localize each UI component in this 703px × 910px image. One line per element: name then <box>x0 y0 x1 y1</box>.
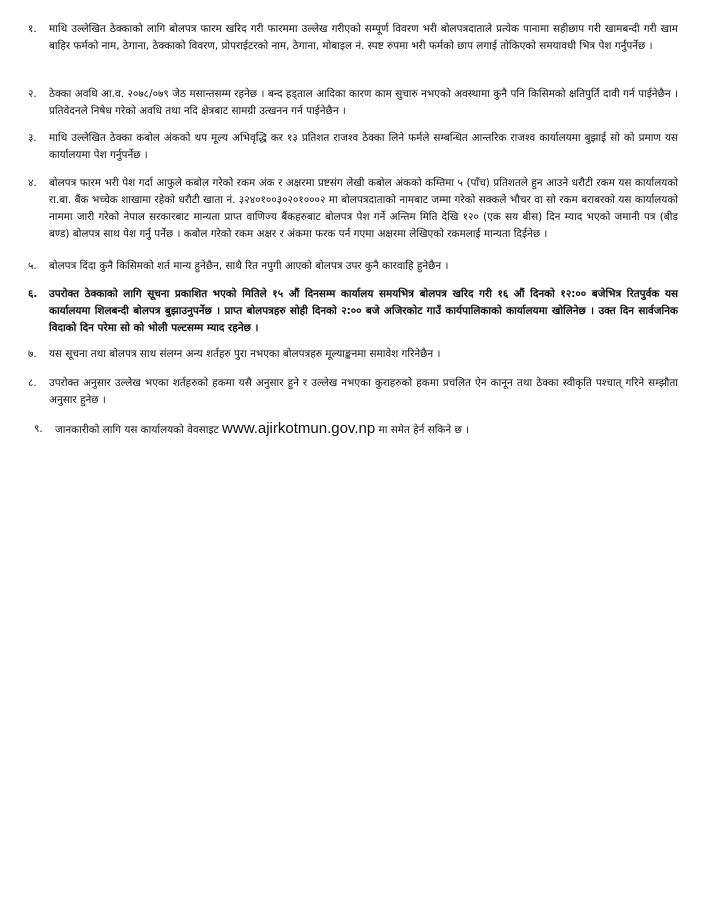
clause-number: ९. <box>34 423 43 435</box>
clause-number: ३. <box>28 132 37 144</box>
clause-number: ८. <box>28 377 37 389</box>
clause-9-website <box>34 419 674 440</box>
clause-text: बोलपत्र फारम भरी पेश गर्दा आफुले कबोल गरेको रकम अंक र अक्षरमा प्रष्टसंग लेखी कबोल अंकको कम्तिमा ५ (पाँच) प्रतिशतले हुन आउने धरौटी रकम यस कार्यालयको रा.बा. बैंक भच्चेक शाखामा रहेको धरौटी खाता नं. ३२४०१००३०२०१०००२ मा बोलपत्रदाताको नामबाट जम्मा गरेको सक्कले भौचर वा सो रकम बराबरको यस कार्यालयको नाममा जारी गरेको नेपाल सरकारबाट मान्यता प्राप्त वाणिज्य बैंकहरुबाट बोलपत्र पेश गर्ने अन्तिम मिति देखि १२० (एक सय बीस) दिन म्याद भएको जमानी पत्र (बीड बण्ड) बोलपत्र साथ पेश गर्नु पर्नेछ । कबोल गरेको रकम अक्षर र अंकमा फरक पर्न गएमा अक्षरमा लेखिएको रकमलाई मान्यता दिईनेछ । <box>49 177 678 240</box>
clause-number: २. <box>28 88 37 100</box>
clause-text: माथि उल्लेखित ठेक्काको लागि बोलपत्र फारम खरिद गरी फारममा उल्लेख गरीएको सम्पूर्ण विवरण भरी बोलपत्रदाताले प्रत्येक पानामा सहीछाप गरी खामबन्दी गरी खाम बाहिर फर्मको नाम, ठेगाना, ठेक्काको विवरण, प्रोपराईटरको नाम, ठेगाना, मोबाइल नं. स्पष्ट रुपमा भरी फर्मको छाप लगाई तोकिएको समयावधी भित्र पेश गर्नुपर्नेछ । <box>49 23 678 52</box>
clause-text: ठेक्का अवधि आ.व. २०७८/०७९ जेठ मसान्तसम्म रहनेछ । बन्द हड्ताल आदिका कारण काम सुचारु नभएको अवस्थामा कुनै पनि किसिमको क्षतिपुर्ति दावी गर्न पाईनेछैन । प्रतिवेदनले निषेध गरेको अवधि तथा नदि क्षेत्रबाट सामग्री उत्खनन गर्न पाईनेछैन । <box>49 88 678 117</box>
clause-text: उपरोक्त ठेक्काको लागि सूचना प्रकाशित भएको मितिले १५ औं दिनसम्म कार्यालय समयभित्र बोलपत्र खरिद गरी १६ औं दिनको १२:०० बजेभित्र रितपुर्वक यस कार्यालयमा शिलबन्दी बोलपत्र बुझाउनुपर्नेछ । प्राप्त बोलपत्रहरु सोही दिनको २:०० बजे अजिरकोट गाउँ कार्यपालिकाको कार्यालयमा खोलिनेछ । उक्त दिन सार्वजनिक विदाको दिन परेमा सो को भोली पल्टसम्म म्याद रहनेछ । <box>49 288 678 334</box>
clause-text: उपरोक्त अनुसार उल्लेख भएका शर्तहरुको हकमा यसै अनुसार हुने र उल्लेख नभएका कुराहरुको हकमा प्रचलित ऐन कानून तथा ठेक्का स्वीकृति पश्चात् गरिने सम्झौता अनुसार हुनेछ । <box>49 377 678 406</box>
clause-number: ५. <box>28 260 37 272</box>
clause-number: ७. <box>28 348 37 360</box>
clause-4 <box>28 175 678 243</box>
clause-number: ४. <box>28 177 37 189</box>
clause-text: बोलपत्र दिंदा कुनै किसिमको शर्त मान्य हुनेछैन, साथै रित नपुगी आएको बोलपत्र उपर कुनै कारवाहि हुनेछैन । <box>49 260 449 272</box>
website-intro-text: जानकारीको लागि यस कार्यालयको वेवसाइट <box>55 424 219 436</box>
clause-number: १. <box>28 23 37 35</box>
clause-1 <box>28 21 678 55</box>
website-url-link[interactable]: www.ajirkotmun.gov.np <box>222 420 376 437</box>
clause-8 <box>28 375 678 409</box>
clause-3 <box>28 130 678 164</box>
website-outro-text: मा समेत हेर्न सकिने छ । <box>378 424 470 436</box>
clause-6 <box>28 286 678 337</box>
clause-7 <box>28 346 678 363</box>
clause-number: ६. <box>28 288 38 300</box>
clause-2 <box>28 86 678 120</box>
clause-5 <box>28 258 678 275</box>
clause-text: यस सूचना तथा बोलपत्र साथ संलग्न अन्य शर्तहरु पुरा नभएका बोलपत्रहरु मूल्याङ्कनमा समावेश गरिनेछैन । <box>49 348 441 360</box>
clause-text: माथि उल्लेखित ठेक्का कबोल अंकको थप मूल्य अभिवृद्धि कर १३ प्रतिशत राजश्व ठेक्का लिने फर्मले सम्बन्धित आन्तरिक राजश्व कार्यालयमा बुझाई सो को प्रमाण यस कार्यालयमा पेश गर्नुपर्नेछ । <box>49 132 678 161</box>
